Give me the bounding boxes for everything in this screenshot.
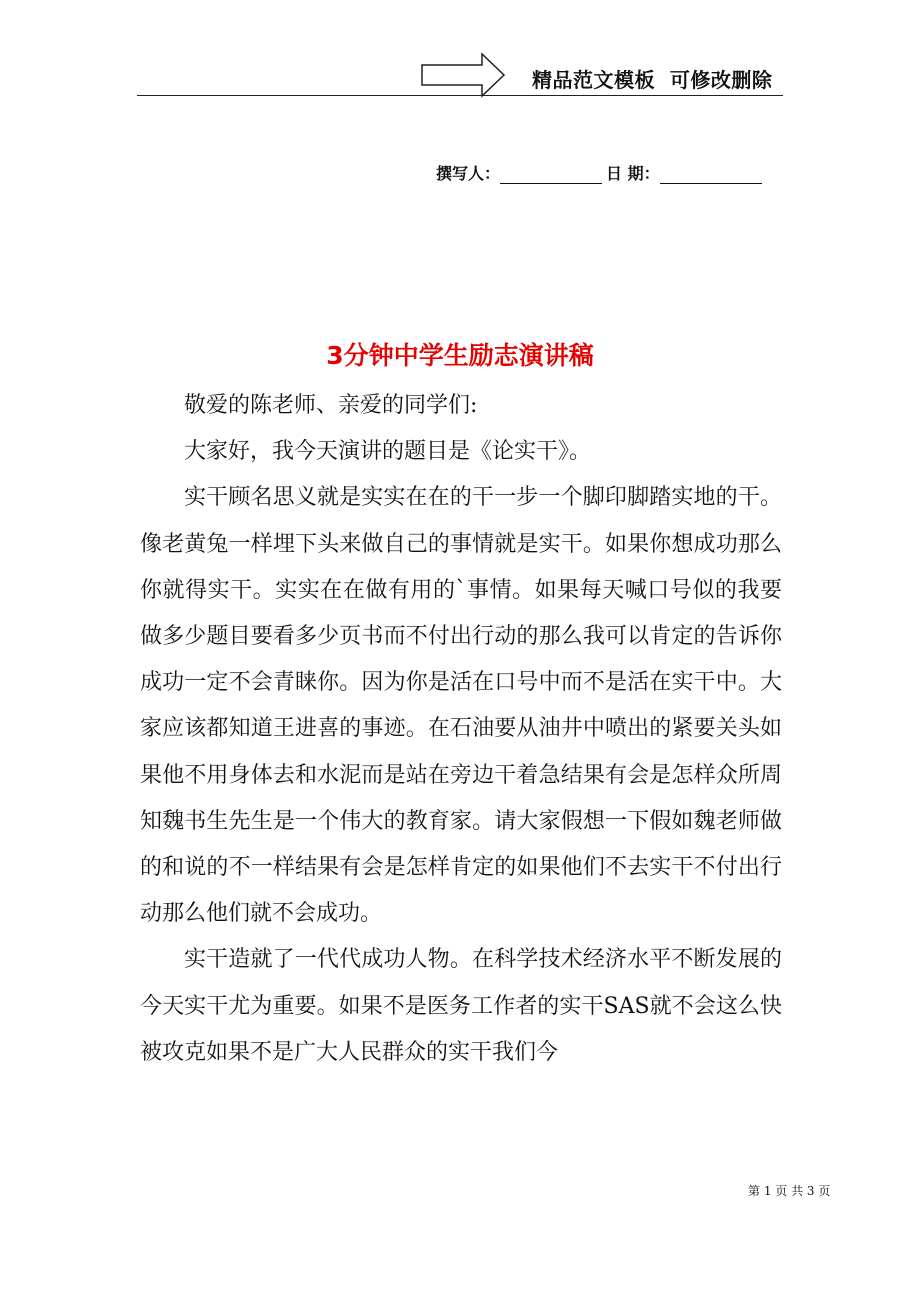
date-label: 日 期： — [606, 164, 660, 183]
paragraph: 实干顾名思义就是实实在在的干一步一个脚印脚踏实地的干。像老黄兔一样埋下头来做自己的事情就是实干。如果你想成功那么你就得实干。实实在在做有用的`事情。如果每天喊口号似的我要做多少题目要看多少页书而不付出行动的那么我可以肯定的告诉你成功一定不会青睐你。因为你是活在口号中而不是活在实干中。大家应该都知道王进喜的事迹。在石油要从油井中喷出的紧要关头如果他不用身体去和水泥而是站在旁边干着急结果有会是怎样众所周知魏书生先生是一个伟大的教育家。请大家假想一下假如魏老师做的和说的不一样结果有会是怎样肯定的如果他们不去实干不付出行动那么他们就不会成功。 — [140, 485, 782, 927]
date-blank — [660, 165, 762, 184]
paragraph: 实干造就了一代代成功人物。在科学技术经济水平不断发展的今天实干尤为重要。如果不是医务工作者的实干SAS就不会这么快被攻克如果不是广大人民群众的实干我们今 — [140, 947, 782, 1065]
template-banner: 精品范文模板 可修改删除 — [532, 68, 773, 92]
paragraph: 敬爱的陈老师、亲爱的同学们: — [184, 393, 478, 418]
page-number: 第 1 页 共 3 页 — [748, 1184, 831, 1198]
meta-line — [436, 161, 762, 184]
author-label: 撰写人： — [436, 164, 501, 183]
header-divider — [137, 95, 783, 96]
document-body — [140, 383, 782, 1076]
document-title: 3分钟中学生励志演讲稿 — [326, 341, 594, 370]
author-blank — [500, 165, 602, 184]
arrow-icon — [420, 52, 506, 98]
paragraph: 大家好，我今天演讲的题目是《论实干》。 — [184, 439, 592, 465]
